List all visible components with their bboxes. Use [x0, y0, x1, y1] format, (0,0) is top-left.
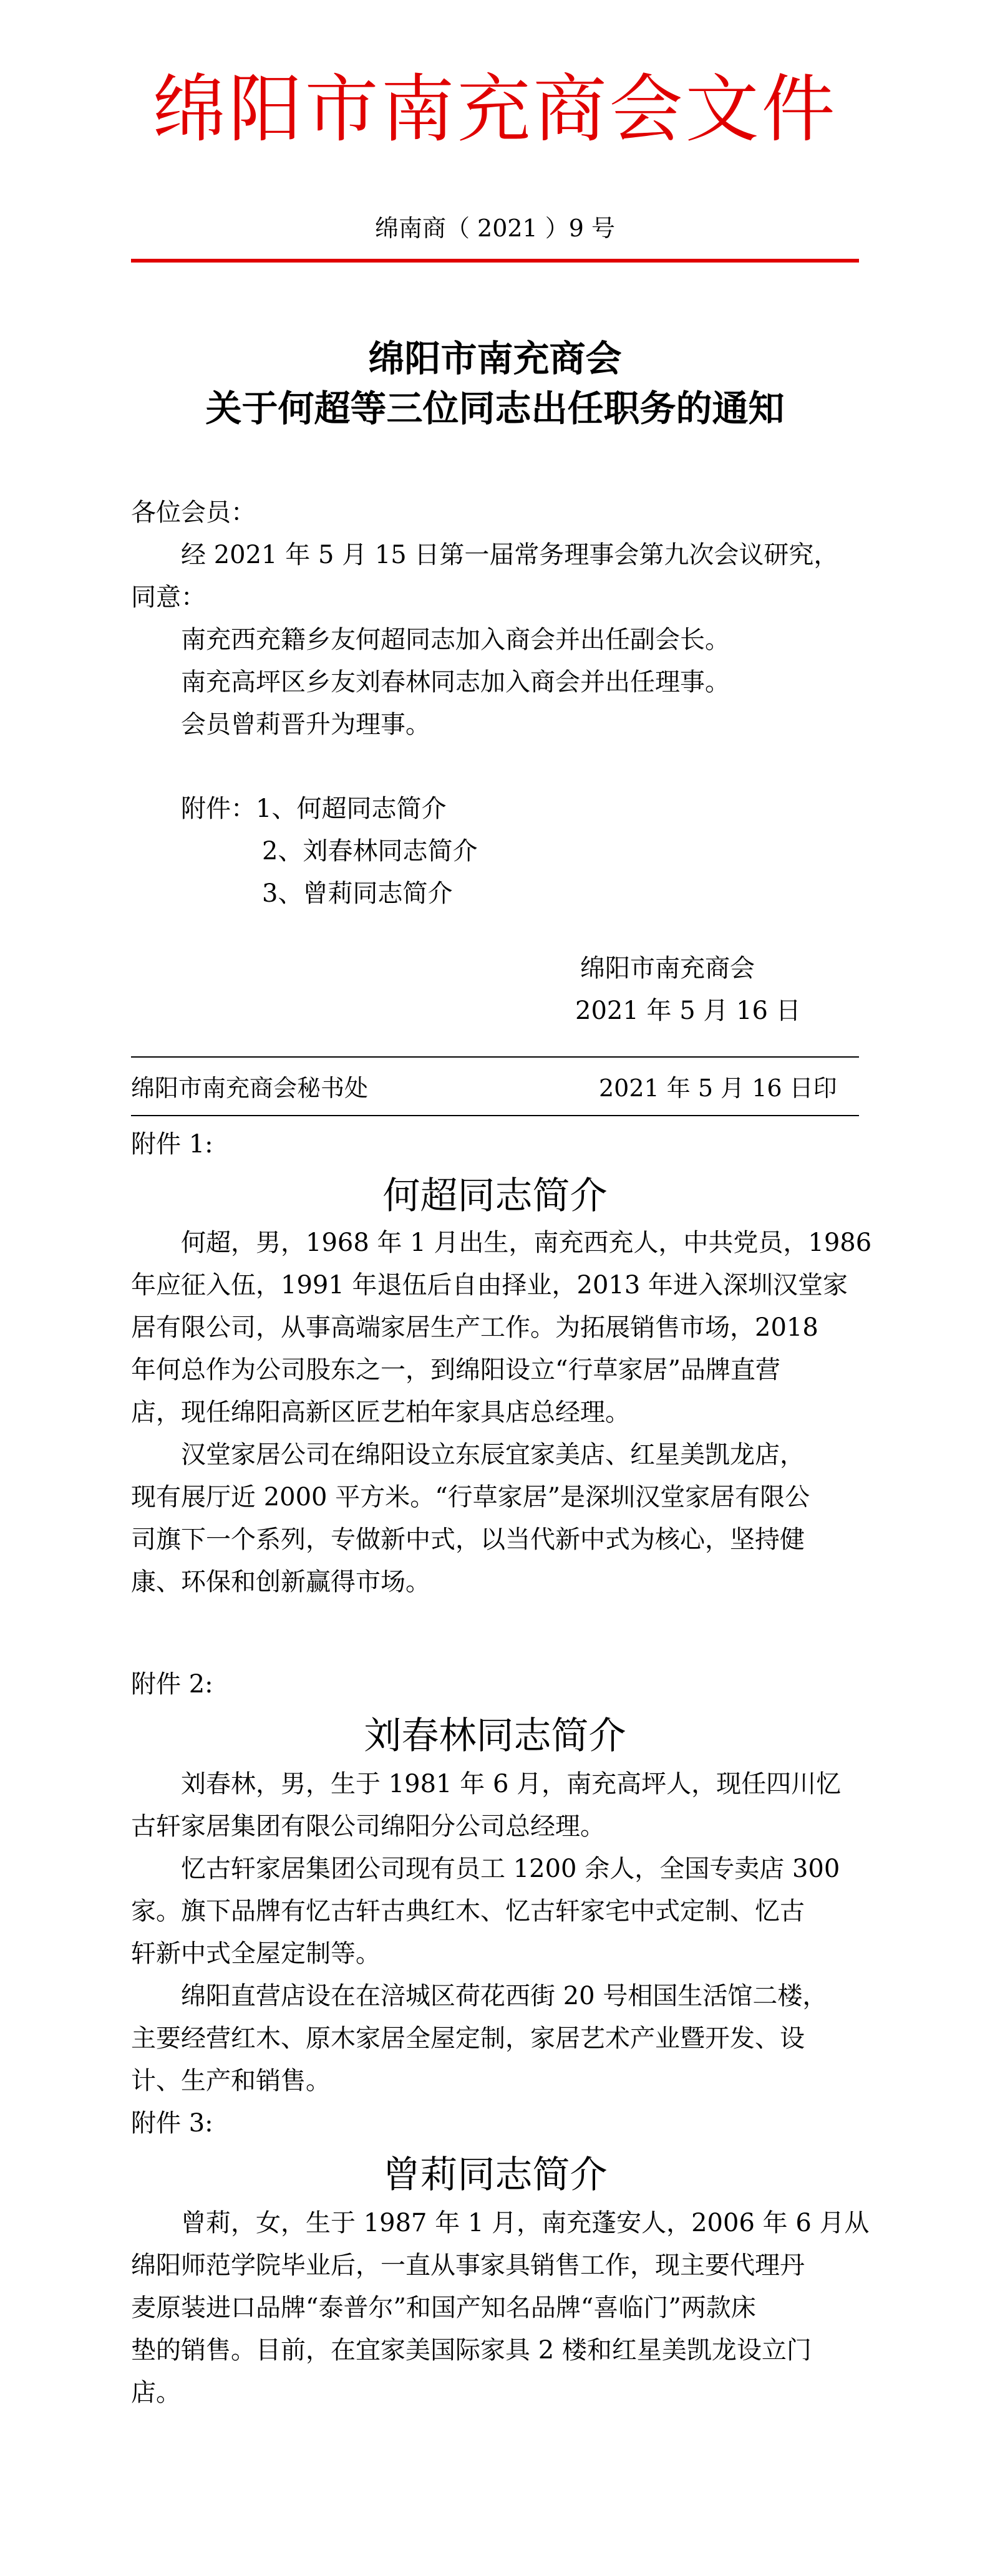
body-line: 同意：	[131, 583, 206, 612]
appointment-item: 南充西充籍乡友何超同志加入商会并出任副会长。	[181, 625, 730, 654]
paragraph-line: 轩新中式全屋定制等。	[131, 1939, 381, 1968]
paragraph-line: 康、环保和创新赢得市场。	[131, 1568, 430, 1596]
attachment-title: 刘春林同志简介	[364, 1714, 626, 1758]
paragraph-line: 司旗下一个系列，专做新中式，以当代新中式为核心，坚持健	[131, 1525, 805, 1554]
appointment-item: 会员曾莉晋升为理事。	[181, 710, 430, 739]
paragraph-line: 店，现任绵阳高新区匠艺柏年家具店总经理。	[131, 1398, 630, 1427]
footer-top-rule	[131, 1056, 859, 1058]
paragraph-line: 忆古轩家居集团公司现有员工 1200 余人，全国专卖店 300	[181, 1855, 840, 1883]
paragraph-line: 家。旗下品牌有忆古轩古典红木、忆古轩家宅中式定制、忆古	[131, 1897, 805, 1926]
appointment-item: 南充高坪区乡友刘春林同志加入商会并出任理事。	[181, 668, 730, 697]
paragraph-line: 居有限公司，从事高端家居生产工作。为拓展销售市场，2018	[131, 1313, 818, 1342]
paragraph-line: 店。	[131, 2378, 181, 2407]
document-number: 绵南商（ 2021 ）9 号	[374, 215, 616, 242]
print-date: 2021 年 5 月 16 日印	[599, 1074, 837, 1102]
paragraph-line: 曾莉，女，生于 1987 年 1 月，南充蓬安人，2006 年 6 月从	[181, 2209, 870, 2237]
attachment-title: 何超同志简介	[382, 1174, 608, 1218]
signature-date: 2021 年 5 月 16 日	[575, 996, 801, 1025]
paragraph-line: 古轩家居集团有限公司绵阳分公司总经理。	[131, 1812, 605, 1841]
issuing-office: 绵阳市南充商会秘书处	[131, 1074, 369, 1102]
signature-org: 绵阳市南充商会	[580, 954, 755, 983]
body-line: 经 2021 年 5 月 15 日第一届常务理事会第九次会议研究，	[181, 541, 839, 569]
paragraph-line: 现有展厅近 2000 平方米。“行草家居”是深圳汉堂家居有限公	[131, 1483, 810, 1512]
paragraph-line: 垫的销售。目前，在宜家美国际家具 2 楼和红星美凯龙设立门	[131, 2336, 812, 2365]
attachment-title: 曾莉同志简介	[382, 2153, 608, 2197]
attachment-label: 附件 1:	[131, 1130, 213, 1159]
attachment-label: 附件 3:	[131, 2109, 213, 2138]
attachment-list-item: 2、刘春林同志简介	[262, 837, 478, 866]
red-divider	[131, 259, 859, 263]
notice-title-line2: 关于何超等三位同志出任职务的通知	[205, 387, 785, 430]
paragraph-line: 绵阳师范学院毕业后，一直从事家具销售工作，现主要代理丹	[131, 2251, 805, 2280]
attachment-list-item: 附件：1、何超同志简介	[181, 794, 447, 823]
attachment-list-item: 3、曾莉同志简介	[262, 879, 453, 908]
paragraph-line: 计、生产和销售。	[131, 2067, 331, 2095]
paragraph-line: 年何总作为公司股东之一，到绵阳设立“行草家居”品牌直营	[131, 1356, 780, 1384]
paragraph-line: 年应征入伍，1991 年退伍后自由择业，2013 年进入深圳汉堂家	[131, 1271, 848, 1300]
attachment-label: 附件 2:	[131, 1670, 213, 1699]
paragraph-line: 汉堂家居公司在绵阳设立东辰宜家美店、红星美凯龙店，	[181, 1440, 805, 1469]
notice-title-line1: 绵阳市南充商会	[368, 337, 622, 380]
document-header-title: 绵阳市南充商会文件	[152, 66, 838, 152]
footer-bottom-rule	[131, 1115, 859, 1116]
paragraph-line: 何超，男，1968 年 1 月出生，南充西充人，中共党员，1986	[181, 1228, 872, 1257]
paragraph-line: 绵阳直营店设在在涪城区荷花西街 20 号相国生活馆二楼，	[181, 1982, 828, 2010]
paragraph-line: 刘春林，男，生于 1981 年 6 月，南充高坪人，现任四川忆	[181, 1770, 842, 1798]
salutation: 各位会员：	[131, 498, 256, 527]
paragraph-line: 主要经营红木、原木家居全屋定制，家居艺术产业暨开发、设	[131, 2024, 805, 2053]
paragraph-line: 麦原装进口品牌“泰普尔”和国产知名品牌“喜临门”两款床	[131, 2294, 756, 2322]
